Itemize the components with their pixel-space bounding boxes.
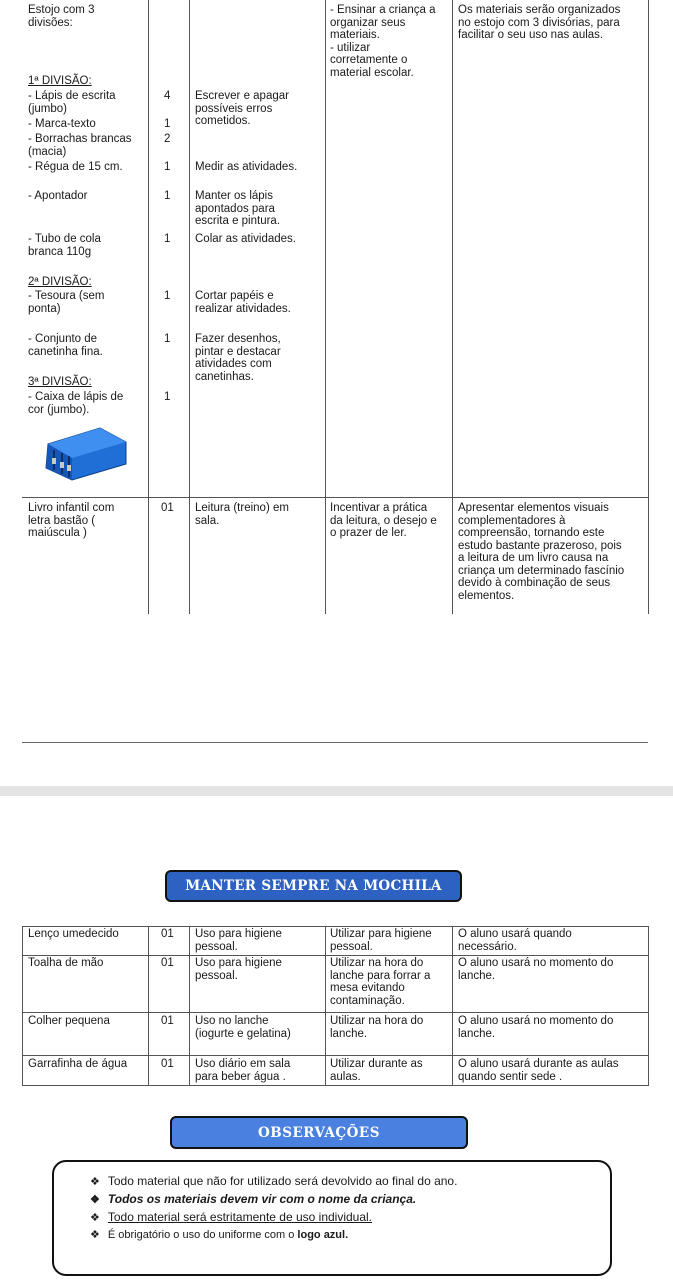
item-lapis: - Lápis de escrita (jumbo) <box>28 90 116 115</box>
uso-canetinha: Fazer desenhos, pintar e destacar atividades com canetinhas. <box>195 333 281 383</box>
table-row-uso: Uso para higiene pessoal. <box>195 928 282 953</box>
item-marca-texto: - Marca-texto <box>28 118 96 130</box>
item-tesoura: - Tesoura (sem ponta) <box>28 290 105 315</box>
table-row-observacao: O aluno usará no momento do lanche. <box>458 1015 614 1040</box>
column-divider <box>648 0 649 614</box>
observation-text: Todo material será estritamente de uso individual. <box>107 1210 373 1224</box>
table-row-qty: 01 <box>161 1058 174 1070</box>
uso-cola: Colar as atividades. <box>195 233 296 245</box>
column-divider <box>189 0 190 614</box>
column-divider <box>325 0 326 614</box>
qty-tesoura: 1 <box>164 290 171 302</box>
item-estojo: Estojo com 3 divisões: <box>28 4 95 29</box>
page-break <box>0 786 673 796</box>
qty-regua: 1 <box>164 161 171 173</box>
observation-item <box>90 1174 457 1189</box>
observation-bold-text: logo azul. <box>297 1229 349 1241</box>
page-separator-line <box>22 742 648 743</box>
uso-apontador: Manter os lápis apontados para escrita e pintura. <box>195 190 281 227</box>
qty-livro: 01 <box>161 502 174 514</box>
table-row-item: Lenço umedecido <box>28 928 119 940</box>
row-divider <box>22 497 649 498</box>
table-row-uso: Uso diário em sala para beber água . <box>195 1058 291 1083</box>
pencil-case-image <box>42 424 128 482</box>
table-row-objetivo: Utilizar na hora do lanche para forrar a mesa evitando contaminação. <box>330 957 431 1007</box>
table-row-item: Colher pequena <box>28 1015 110 1027</box>
uso-tesoura: Cortar papéis e realizar atividades. <box>195 290 291 315</box>
observation-item <box>90 1228 348 1242</box>
table-row-qty: 01 <box>161 1015 174 1027</box>
observation-text: Todos os materiais devem vir com o nome da criança. <box>107 1192 417 1206</box>
observation-item <box>90 1192 416 1207</box>
item-cola: - Tubo de cola branca 110g <box>28 233 101 258</box>
item-lapis-de-cor: - Caixa de lápis de cor (jumbo). <box>28 391 124 416</box>
division-1-title: 1ª DIVISÃO: <box>28 75 92 87</box>
bullet-icon: ❖ <box>90 1194 100 1206</box>
uso-lapis: Escrever e apagar possíveis erros cometidos. <box>195 90 289 127</box>
item-borracha: - Borrachas brancas (macia) <box>28 133 132 158</box>
table-row-observacao: O aluno usará quando necessário. <box>458 928 572 953</box>
observacao-estojo: Os materiais serão organizados no estojo com 3 divisórias, para facilitar o seu uso nas aulas. <box>458 4 621 41</box>
observacoes-banner: OBSERVAÇÕES <box>170 1116 468 1149</box>
bullet-icon: ❖ <box>90 1176 100 1188</box>
qty-canetinha: 1 <box>164 333 171 345</box>
table-row-uso: Uso para higiene pessoal. <box>195 957 282 982</box>
qty-apontador: 1 <box>164 190 171 202</box>
table-row-item: Toalha de mão <box>28 957 104 969</box>
column-divider <box>148 0 149 614</box>
division-3-title: 3ª DIVISÃO: <box>28 376 92 388</box>
observation-text: Todo material que não for utilizado será devolvido ao final do ano. <box>107 1174 458 1188</box>
table-row-qty: 01 <box>161 928 174 940</box>
item-regua: - Régua de 15 cm. <box>28 161 123 173</box>
qty-borracha: 2 <box>164 133 171 145</box>
table-row-item: Garrafinha de água <box>28 1058 128 1070</box>
table-row-observacao: O aluno usará durante as aulas quando sentir sede . <box>458 1058 619 1083</box>
table-row-uso: Uso no lanche (iogurte e gelatina) <box>195 1015 291 1040</box>
bullet-icon: ❖ <box>90 1212 100 1224</box>
mochila-banner: MANTER SEMPRE NA MOCHILA <box>165 870 462 902</box>
observation-item <box>90 1210 372 1225</box>
table-row-objetivo: Utilizar para higiene pessoal. <box>330 928 432 953</box>
qty-lapis: 4 <box>164 90 171 102</box>
table-row-objetivo: Utilizar durante as aulas. <box>330 1058 423 1083</box>
qty-lapis-de-cor: 1 <box>164 391 171 403</box>
item-apontador: - Apontador <box>28 190 88 202</box>
qty-cola: 1 <box>164 233 171 245</box>
item-canetinha: - Conjunto de canetinha fina. <box>28 333 103 358</box>
uso-regua: Medir as atividades. <box>195 161 298 173</box>
table-row-objetivo: Utilizar na hora do lanche. <box>330 1015 424 1040</box>
table-row-qty: 01 <box>161 957 174 969</box>
division-2-title: 2ª DIVISÃO: <box>28 276 92 288</box>
qty-marca-texto: 1 <box>164 118 171 130</box>
uso-livro: Leitura (treino) em sala. <box>195 502 289 527</box>
objetivo-livro: Incentivar a prática da leitura, o desejo e o prazer de ler. <box>330 502 437 539</box>
item-livro: Livro infantil com letra bastão ( maiúscula ) <box>28 502 115 539</box>
column-divider <box>452 0 453 614</box>
observation-text: É obrigatório o uso do uniforme com o <box>107 1229 298 1241</box>
observacao-livro: Apresentar elementos visuais complementadores à compreensão, tornando este estudo bastante prazeroso, pois a leitura de um livro causa na criança um determinado fascínio devido à combinação de seus elementos. <box>458 502 625 602</box>
table-row-observacao: O aluno usará no momento do lanche. <box>458 957 614 982</box>
objetivo-estojo: - Ensinar a criança a organizar seus materiais. - utilizar corretamente o material escolar. <box>330 4 436 79</box>
bullet-icon: ❖ <box>90 1229 100 1241</box>
